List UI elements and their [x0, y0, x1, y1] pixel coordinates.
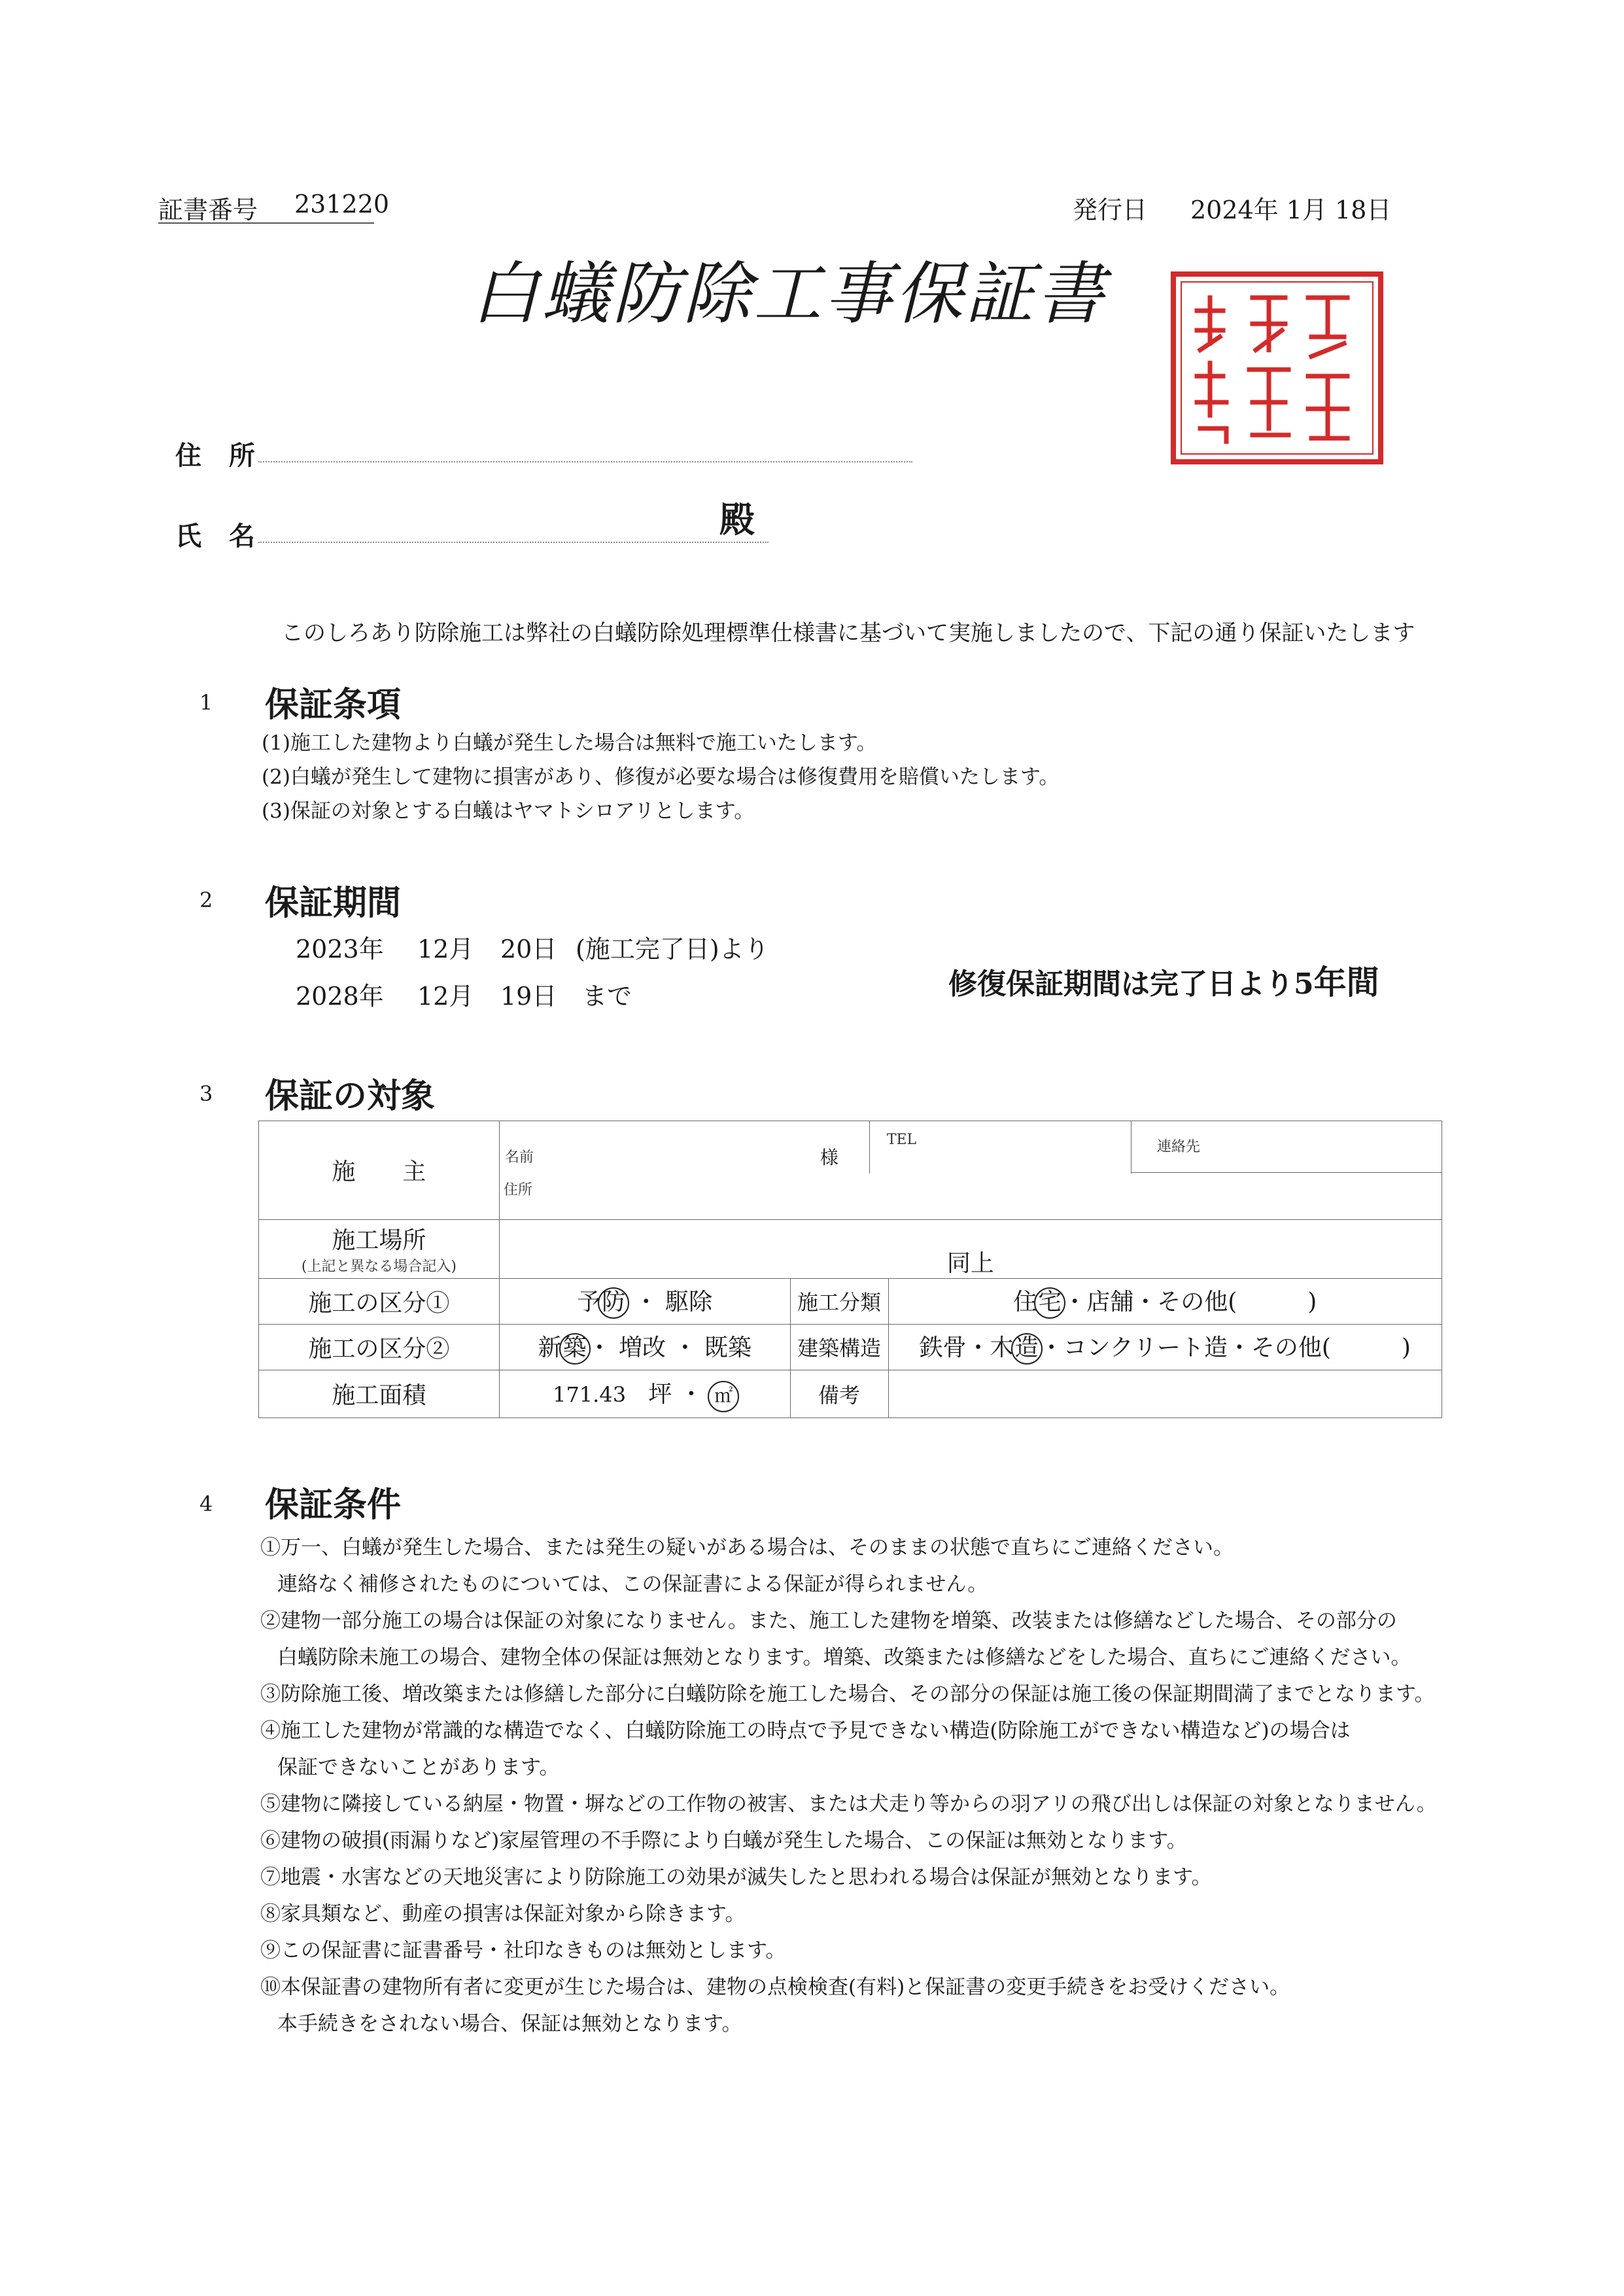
repair-period-text: 修復保証期間は完了日より5 [948, 967, 1314, 1001]
clause-item: (2)白蟻が発生して建物に損害があり、修復が必要な場合は修復費用を賠償いたします。 [262, 765, 1060, 789]
selected-option-circle: 宅 [1034, 1287, 1065, 1319]
selected-option-circle: 築 [559, 1333, 591, 1365]
owner-row-1 [499, 1121, 1442, 1174]
area-value: 171.43 [553, 1382, 627, 1407]
start-note: (施工完了日)より [576, 935, 769, 964]
end-note: まで [582, 982, 632, 1011]
section-1-title: 保証条項 [265, 685, 402, 725]
selected-option-circle: 造 [1011, 1333, 1043, 1365]
condition-line: ⑦地震・水害などの天地災害により防除施工の効果が滅失したと思われる場合は保証が無効となります。 [260, 1866, 1212, 1889]
condition-line: ④施工した建物が常識的な構造でなく、白蟻防除施工の時点で予見できない構造(防除施工ができない構造など)の場合は [260, 1719, 1351, 1743]
address-caption: 住所 [503, 1182, 532, 1198]
page-title: 白蟻防除工事保証書 [471, 254, 1107, 334]
area-cell: 171.43 坪 ・ ㎡ [499, 1370, 790, 1418]
owner-honorific: 様 [820, 1147, 838, 1168]
remarks-label: 備考 [790, 1370, 888, 1418]
condition-line: ⑥建物の破損(雨漏りなど)家屋管理の不手際により白蟻が発生した場合、この保証は無効となります。 [260, 1829, 1187, 1852]
intro-text: このしろあり防除施工は弊社の白蟻防除処理標準仕様書に基づいて実施しましたので、下記の通り保証いたします [281, 620, 1415, 646]
cert-number-label: 証書番号 [158, 196, 258, 224]
type-label: 施工分類 [790, 1278, 888, 1324]
repair-period [948, 956, 1379, 1003]
clause-item: (3)保証の対象とする白蟻はヤマトシロアリとします。 [262, 799, 755, 823]
type-options: 住宅・店舗・その他( ) [888, 1278, 1442, 1324]
condition-line: ⑨この保証書に証書番号・社印なきものは無効とします。 [260, 1939, 786, 1962]
condition-line: ⑧家具類など、動産の損害は保証対象から除きます。 [260, 1902, 746, 1926]
end-day: 19日 [500, 982, 557, 1011]
owner-label: 施 主 [259, 1121, 500, 1220]
category-1-options: 予防 ・ 駆除 [499, 1278, 790, 1324]
condition-line: ③防除施工後、増改築または修繕した部分に白蟻防除を施工した場合、その部分の保証は施工後の保証期間満了までとなります。 [260, 1682, 1435, 1706]
address-label: 住 所 [175, 440, 264, 471]
condition-line: 白蟻防除未施工の場合、建物全体の保証は無効となります。増築、改築または修繕などをした場合、直ちにご連絡ください。 [277, 1646, 1411, 1669]
site-label-cell [259, 1219, 500, 1278]
selected-option-circle: 防 [598, 1287, 629, 1319]
section-1-number: 1 [199, 690, 213, 715]
section-4-number: 4 [199, 1491, 213, 1516]
issue-date: 2024年 1月 18日 [1190, 196, 1392, 224]
section-2-number: 2 [199, 888, 213, 913]
condition-line: ②建物一部分施工の場合は保証の対象になりません。また、施工した建物を増築、改装または修繕などした場合、その部分の [260, 1609, 1397, 1633]
site-note: (上記と異なる場合記入) [301, 1259, 457, 1275]
site-value: 同上 [499, 1219, 1442, 1278]
cert-number: 231220 [294, 190, 390, 218]
area-label: 施工面積 [259, 1370, 500, 1418]
remarks-value [888, 1370, 1442, 1418]
end-month: 12月 [417, 982, 474, 1011]
warranty-target-table [258, 1121, 1442, 1418]
name-caption: 名前 [504, 1149, 534, 1166]
condition-line: 本手続きをされない場合、保証は無効となります。 [277, 2012, 742, 2036]
category-2-options: 新築・ 増改 ・ 既築 [499, 1324, 790, 1370]
owner-address-cell [499, 1174, 1442, 1219]
repair-period-years: 年間 [1313, 963, 1379, 1001]
section-3-number: 3 [199, 1081, 213, 1106]
condition-line: ①万一、白蟻が発生した場合、または発生の疑いがある場合は、そのままの状態で直ちにご連絡ください。 [260, 1536, 1234, 1559]
structure-label: 建築構造 [790, 1324, 888, 1370]
issue-date-label: 発行日 [1073, 196, 1148, 224]
structure-options: 鉄骨・木造・コンクリート造・その他( ) [888, 1324, 1442, 1370]
address-line [258, 461, 912, 462]
honorific: 殿 [719, 498, 755, 540]
clause-item: (1)施工した建物より白蟻が発生した場合は無料で施工いたします。 [262, 731, 877, 755]
condition-line: ⑤建物に隣接している納屋・物置・塀などの工作物の被害、または犬走り等からの羽アリの飛び出しは保証の対象となりません。 [260, 1792, 1437, 1816]
condition-line: 保証できないことがあります。 [277, 1756, 560, 1779]
section-3-title: 保証の対象 [265, 1076, 436, 1116]
section-2-title: 保証期間 [265, 883, 402, 923]
condition-line: 連絡なく補修されたものについては、この保証書による保証が得られません。 [277, 1573, 988, 1596]
cert-number-underline [158, 222, 374, 224]
category-1-label: 施工の区分① [259, 1278, 500, 1324]
section-4-title: 保証条件 [265, 1485, 402, 1525]
contact-caption: 連絡先 [1156, 1139, 1200, 1155]
start-year: 2023年 [296, 935, 384, 964]
tel-caption: TEL [886, 1132, 917, 1148]
selected-unit-circle: ㎡ [708, 1381, 739, 1412]
company-seal [1171, 271, 1383, 464]
start-month: 12月 [417, 935, 474, 964]
category-2-label: 施工の区分② [259, 1324, 500, 1370]
site-label: 施工場所 [332, 1227, 426, 1254]
name-line [258, 542, 769, 543]
name-label: 氏 名 [175, 521, 264, 551]
condition-line: ⑩本保証書の建物所有者に変更が生じた場合は、建物の点検検査(有料)と保証書の変更手続きをお受けください。 [260, 1975, 1290, 1999]
start-day: 20日 [500, 935, 557, 964]
end-year: 2028年 [296, 982, 384, 1011]
